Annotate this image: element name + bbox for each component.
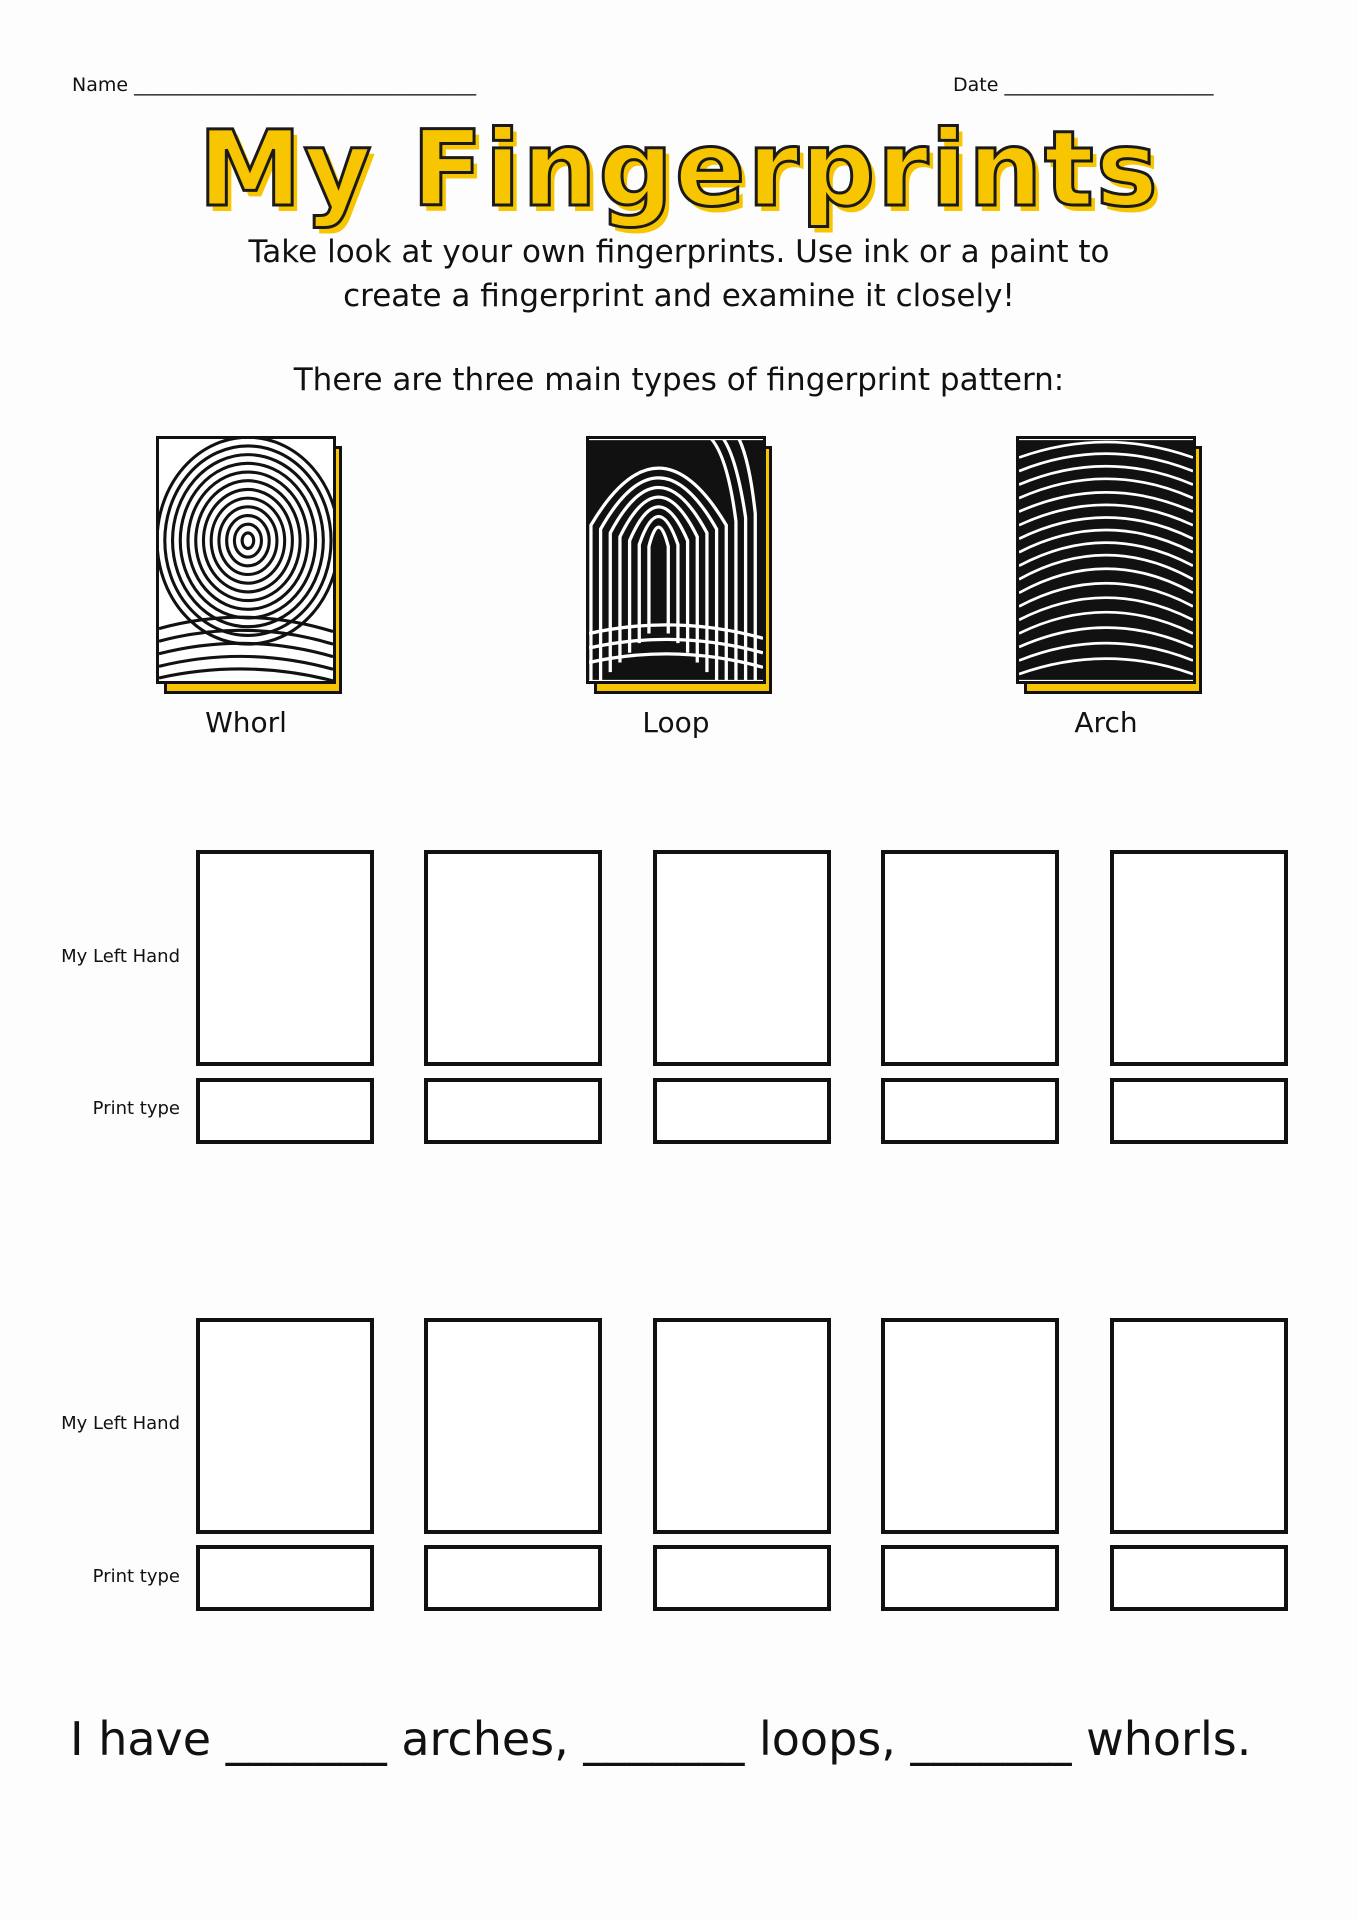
intro-line-2: create a fingerprint and examine it closely!	[343, 278, 1015, 314]
left-hand-label: My Left Hand	[61, 946, 180, 967]
arch-pattern	[1019, 439, 1193, 681]
intro-text	[0, 230, 1358, 318]
print-type-box-1[interactable]	[196, 1078, 374, 1144]
print-type-box-9[interactable]	[881, 1545, 1059, 1611]
print-box-9[interactable]	[881, 1318, 1059, 1534]
loops-word: loops,	[759, 1712, 896, 1766]
print-type-box-5[interactable]	[1110, 1078, 1288, 1144]
print-type-box-4[interactable]	[881, 1078, 1059, 1144]
page-title: My Fingerprints	[198, 108, 1160, 230]
summary-intro: I have	[70, 1712, 212, 1766]
intro-line-1: Take look at your own fingerprints. Use ink or a paint to	[248, 234, 1110, 270]
whorls-blank[interactable]: _______	[910, 1712, 1072, 1766]
print-box-4[interactable]	[881, 850, 1059, 1066]
date-field[interactable]	[953, 74, 1213, 96]
print-box-6[interactable]	[196, 1318, 374, 1534]
whorls-word: whorls.	[1086, 1712, 1252, 1766]
arch-label: Arch	[1074, 706, 1138, 739]
print-box-3[interactable]	[653, 850, 831, 1066]
print-type-box-7[interactable]	[424, 1545, 602, 1611]
date-line[interactable]: ______________________	[1004, 74, 1214, 96]
print-type-box-3[interactable]	[653, 1078, 831, 1144]
print-type-label: Print type	[92, 1098, 180, 1119]
arch-fingerprint-image	[1016, 436, 1196, 684]
print-type-box-8[interactable]	[653, 1545, 831, 1611]
types-heading: There are three main types of fingerprint pattern:	[293, 362, 1065, 398]
loop-label: Loop	[642, 706, 710, 739]
name-line[interactable]: ____________________________________	[134, 74, 477, 96]
arches-blank[interactable]: _______	[225, 1712, 387, 1766]
print-box-2[interactable]	[424, 850, 602, 1066]
arches-word: arches,	[401, 1712, 569, 1766]
arch-card	[1016, 436, 1204, 696]
whorl-label: Whorl	[205, 706, 287, 739]
print-box-8[interactable]	[653, 1318, 831, 1534]
print-box-5[interactable]	[1110, 850, 1288, 1066]
left-hand-label: My Left Hand	[61, 1413, 180, 1434]
print-type-box-2[interactable]	[424, 1078, 602, 1144]
loop-pattern	[589, 439, 763, 681]
summary-sentence	[70, 1712, 1290, 1766]
name-label: Name	[72, 74, 129, 96]
whorl-card	[156, 436, 344, 696]
whorl-pattern	[159, 439, 333, 681]
print-box-1[interactable]	[196, 850, 374, 1066]
name-field[interactable]	[72, 74, 476, 96]
loops-blank[interactable]: _______	[583, 1712, 745, 1766]
whorl-fingerprint-image	[156, 436, 336, 684]
print-type-box-10[interactable]	[1110, 1545, 1288, 1611]
print-type-label: Print type	[92, 1566, 180, 1587]
print-box-7[interactable]	[424, 1318, 602, 1534]
print-type-box-6[interactable]	[196, 1545, 374, 1611]
print-box-10[interactable]	[1110, 1318, 1288, 1534]
loop-card	[586, 436, 774, 696]
loop-fingerprint-image	[586, 436, 766, 684]
date-label: Date	[953, 74, 999, 96]
